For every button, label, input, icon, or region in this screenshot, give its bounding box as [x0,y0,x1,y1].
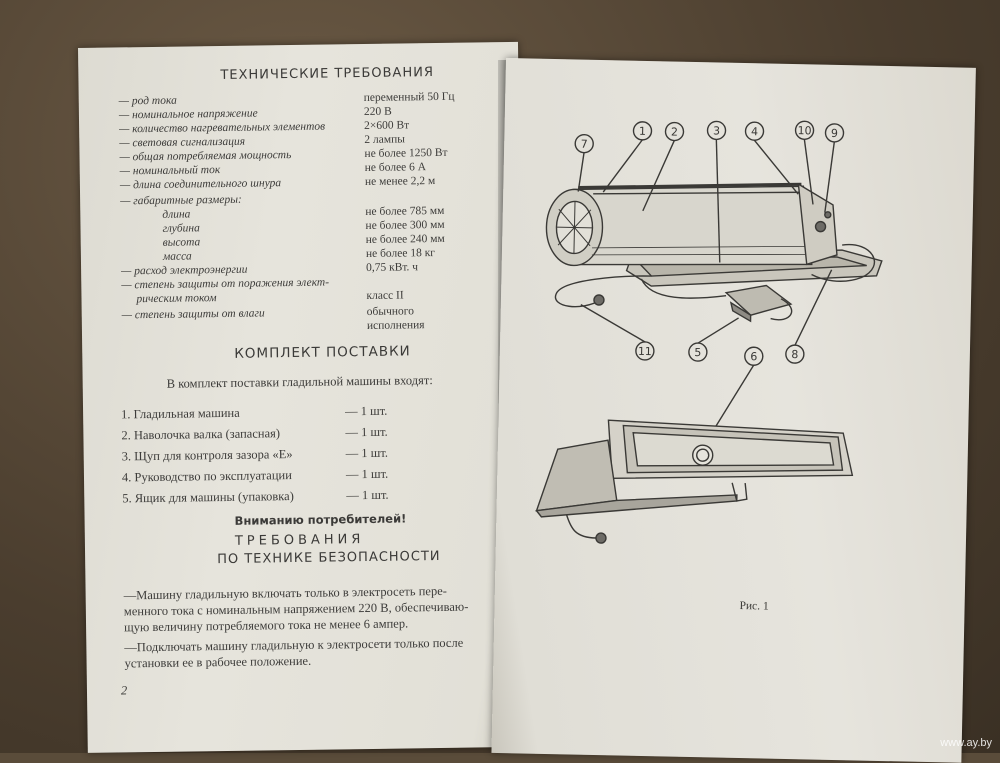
spec-value: не более 300 мм [365,218,445,233]
kit-item-qty: — 1 шт. [345,445,389,461]
kit-item-qty: — 1 шт. [345,424,388,440]
kit-item-label: 4. Руководство по эксплуатации [121,468,292,485]
para2-line: установки ее в рабочее положение. [124,653,312,671]
spec-value: 220 В [363,105,392,119]
attention-heading: Вниманию потребителей! [234,511,407,528]
kit-item [84,486,524,508]
kit-item-label: 1. Гладильная машина [121,405,240,422]
spec-label: — длина соединительного шнура [119,177,282,192]
para1-line: щую величину потребляемого тока не менее 6 ампер. [123,616,409,635]
kit-item-label: 3. Щуп для контроля зазора «Е» [121,447,293,464]
callout-number: 10 [797,124,812,138]
callout-number: 8 [791,348,799,362]
spec-value: не более 240 мм [365,232,445,247]
callout-number: 7 [580,137,588,151]
spec-label: масса [162,250,192,263]
tech-requirements-title: ТЕХНИЧЕСКИЕ ТРЕБОВАНИЯ [220,65,435,84]
kit-item [83,423,523,445]
callout-number: 3 [712,124,721,138]
callout-number: 1 [638,124,647,138]
spec-value: не более 18 кг [365,247,436,260]
spec-label: высота [162,236,201,249]
kit-intro: В комплект поставки гладильной машины входят: [166,373,433,391]
kit-item-qty: — 1 шт. [346,487,389,503]
spec-value: не менее 2,2 м [364,175,436,189]
spec-label: — номинальный ток [119,164,221,178]
spec-label: — степень защиты от влаги [121,307,265,322]
spec-label: — род тока [118,94,177,108]
spec-label: — расход электроэнергии [121,263,248,278]
callout-number: 6 [750,350,758,364]
para1-line: —Машину гладильную включать только в электросеть пере- [123,583,447,603]
callout-number: 9 [830,126,839,140]
spec-label: — габаритные размеры: [120,193,242,208]
spec-value: 2 лампы [364,133,406,147]
kit-item-qty: — 1 шт. [345,403,388,419]
spec-label: рическим током [136,292,217,306]
callout-number: 2 [670,125,679,139]
right-page [491,58,975,763]
callout-number: 5 [694,346,702,360]
para1-line: менного тока с номинальным напряжением 220 В, обеспечиваю- [123,599,469,619]
watermark: www.ay.by [940,737,992,749]
kit-item-label: 5. Ящик для машины (упаковка) [122,489,294,506]
kit-item [84,444,524,466]
kit-item [84,465,524,487]
spec-label: — количество нагревательных элементов [119,120,326,136]
callout-number: 11 [637,344,653,359]
safety-paragraph-1 [124,582,505,635]
kit-title: КОМПЛЕКТ ПОСТАВКИ [234,343,411,362]
spec-label: — световая сигнализация [119,135,246,150]
spec-label: — общая потребляемая мощность [119,149,292,164]
callout-number: 4 [750,125,759,139]
left-page [78,42,528,753]
kit-item-qty: — 1 шт. [345,466,389,482]
spec-value: исполнения [366,319,425,332]
spec-value: 2×600 Вт [364,119,410,133]
spec-value: не более 785 мм [365,204,445,219]
ironing-machine-illustration [491,58,975,763]
spec-label: глубина [162,222,200,235]
page-number: 2 [120,683,128,698]
para2-line: —Подключать машину гладильную к электросети только после [124,635,464,655]
figure-caption: Рис. 1 [739,600,769,613]
safety-paragraph-2 [124,634,504,671]
spec-value: 0,75 кВт. ч [366,261,419,274]
safety-title-line2: ПО ТЕХНИКЕ БЕЗОПАСНОСТИ [217,548,441,568]
kit-item [83,402,523,424]
spec-value: класс II [366,289,404,302]
spec-value: переменный 50 Гц [363,90,455,105]
spec-label: длина [162,208,191,221]
spec-value: обычного [366,305,414,318]
safety-title-line1: ТРЕБОВАНИЯ [234,532,365,549]
kit-item-label: 2. Наволочка валка (запасная) [121,426,281,443]
spec-label: — степень защиты от поражения элект- [121,276,330,292]
spec-label: — номинальное напряжение [118,107,258,122]
spec-value: не более 6 А [364,161,427,175]
spec-value: не более 1250 Вт [364,146,448,161]
